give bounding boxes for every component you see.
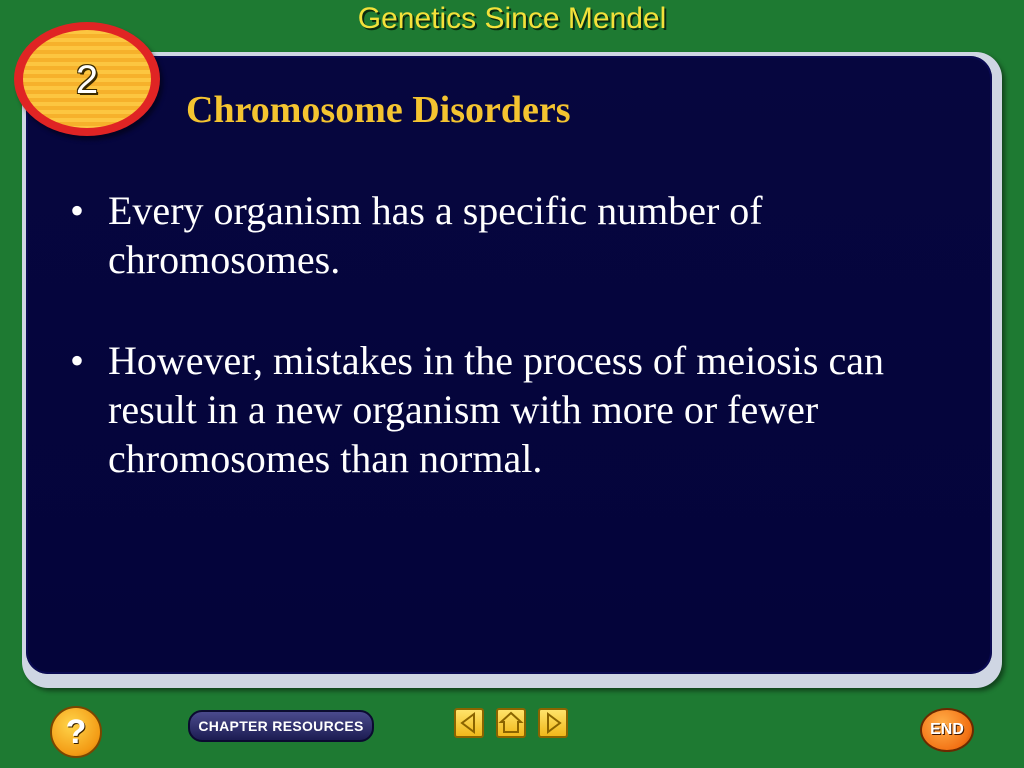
next-arrow-icon — [540, 710, 566, 736]
slide-heading: Chromosome Disorders — [186, 89, 571, 131]
bullet-item: • Every organism has a specific number of chromosomes. — [66, 186, 946, 284]
previous-slide-button[interactable] — [454, 708, 484, 738]
end-button[interactable]: END — [920, 708, 974, 752]
home-icon — [498, 710, 524, 736]
presentation-title: Genetics Since Mendel — [357, 2, 667, 35]
prev-arrow-icon — [456, 710, 482, 736]
section-badge — [14, 22, 160, 136]
help-button[interactable]: ? — [50, 706, 102, 758]
bullet-list — [66, 186, 946, 535]
chapter-resources-button[interactable]: CHAPTER RESOURCES — [188, 710, 374, 742]
home-button[interactable] — [496, 708, 526, 738]
next-slide-button[interactable] — [538, 708, 568, 738]
section-badge-inner — [23, 30, 151, 128]
section-number: 2 — [75, 58, 99, 102]
bullet-item: • However, mistakes in the process of meiosis can result in a new organism with more or fewer chromosomes than normal. — [66, 336, 946, 483]
